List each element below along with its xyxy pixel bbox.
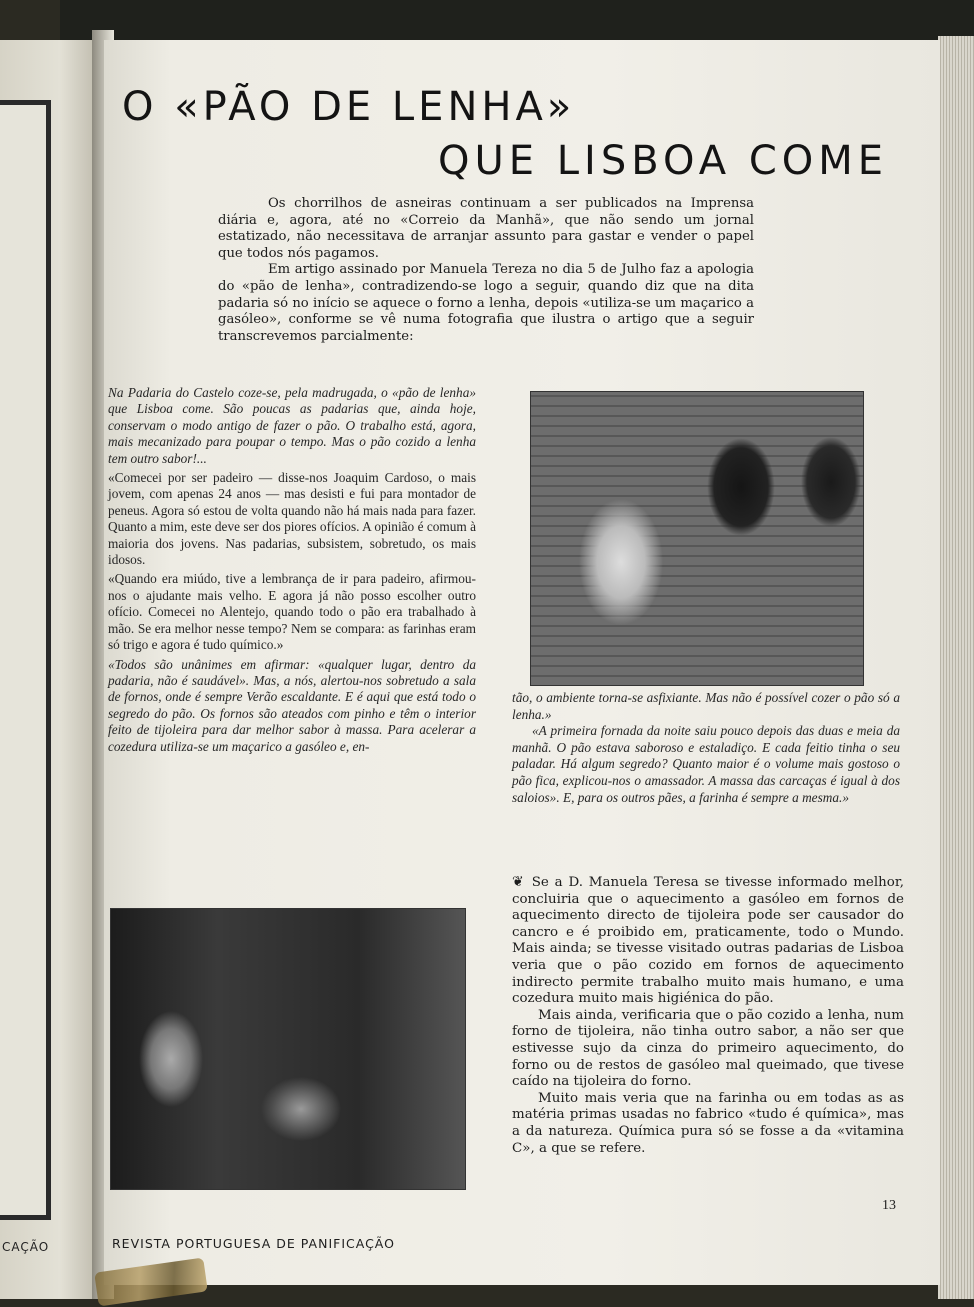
magazine-name-footer: REVISTA PORTUGUESA DE PANIFICAÇÃO	[112, 1236, 395, 1251]
rebuttal-paragraph: Mais ainda, verificaria que o pão cozido a lenha, num forno de tijoleira, não tinha outro sabor, a não ser que estivesse sujo da cinza do primeiro aquecimento, do forno ou de restos de gasóleo mal queimado, que tivese caído na tijoleira do forno.	[512, 1007, 904, 1090]
bakery-oven-photo	[530, 391, 864, 686]
rebuttal-paragraph: Muito mais veria que na farinha ou em todas as as matéria primas usadas no fabrico «tudo é química», mas a da natureza. Química pura só se fosse a da «vitamina C», a que se refere.	[512, 1090, 904, 1156]
quoted-paragraph: tão, o ambiente torna-se asfixiante. Mas não é possível cozer o pão só a lenha.»	[512, 690, 900, 722]
book-cover-top	[60, 0, 974, 42]
left-page-footer: CAÇÃO	[2, 1240, 50, 1254]
article-title-line-2: QUE LISBOA COME	[438, 138, 889, 184]
intro-paragraph: Os chorrilhos de asneiras continuam a ser publicados na Imprensa diária e, agora, até no «Correio da Manhã», que não sendo um jornal estatizado, não necessitava de arranjar assunto para gastar e vender o papel que todos nós pagamos.	[218, 196, 754, 261]
article-title-line-1: O «PÃO DE LENHA»	[122, 84, 576, 130]
intro-paragraph: Em artigo assinado por Manuela Tereza no dia 5 de Julho faz a apologia do «pão de lenha», contradizendo-se logo a seguir, quando diz que na dita padaria só no início se aquece o forno a lenha, depois «utiliza-se um maçarico a gasóleo», conforme se vê numa fotografia que ilustra o artigo que a seguir transcrevemos parcialmente:	[218, 262, 754, 344]
quoted-paragraph: Na Padaria do Castelo coze-se, pela madrugada, o «pão de lenha» que Lisboa come. São poucas as padarias que, ainda hoje, conservam o modo antigo de fazer o pão. O trabalho está, agora, mais mecanizado para poupar o tempo. Mas o pão cozido a lenha tem outro sabor!...	[108, 385, 476, 466]
quoted-column-right	[512, 690, 900, 806]
article-intro	[218, 196, 754, 345]
baker-with-burner-photo	[110, 908, 466, 1190]
fleuron-icon: ❦	[512, 874, 524, 890]
left-page-frame	[0, 100, 51, 1220]
quoted-paragraph: «Todos são unânimes em afirmar: «qualquer lugar, dentro da padaria, não é saudável». Mas, a nós, alertou-nos sobretudo a sala de fornos, onde é sempre Verão escaldante. E é aqui que está todo o segredo do pão. Os fornos são ateados com pinho e têm o interior feito de tijoleira para dar melhor sabor à massa. Para acelerar a cozedura utiliza-se um maçarico a gasóleo e, en-	[108, 656, 476, 754]
quoted-paragraph: «Quando era miúdo, tive a lembrança de ir para padeiro, afirmou-nos o ajudante mais velho. E agora já não posso escolher outro ofício. Comecei no Alentejo, quando todo o pão era trabalhado à mão. Se era melhor nesse tempo? Nem se compara: as farinhas eram só trigo e agora é tudo químico.»	[108, 571, 476, 653]
page-number: 13	[882, 1198, 896, 1213]
rebuttal-column	[512, 874, 904, 1157]
quoted-column-left	[108, 385, 476, 758]
quoted-paragraph: «Comecei por ser padeiro — disse-nos Joaquim Cardoso, o mais jovem, com apenas 24 anos — mas desisti e fui para montador de peneus. Agora só estou de volta quando não há mais nada para fazer. Quanto a mim, este deve ser dos piores ofícios. A opinião é comum à maioria dos jovens. Nas padarias, subsistem, sobretudo, os mais idosos.	[108, 470, 476, 568]
quoted-paragraph: «A primeira fornada da noite saiu pouco depois das duas e meia da manhã. O pão estava saboroso e estaladiço. E cada feitio tinha o seu paladar. Há algum segredo? Quanto maior é o volume mais gostoso o pão fica, explicou-nos o amassador. A massa das carcaças é igual à dos saloios». E, para os outros pães, a farinha é sempre a mesma.»	[512, 723, 900, 805]
page-edges	[938, 36, 974, 1299]
rebuttal-paragraph: ❦ Se a D. Manuela Teresa se tivesse informado melhor, concluiria que o aquecimento a gasóleo em fornos de aquecimento directo de tijoleira pode ser causador do cancro e é proibido em, praticamente, todo o Mundo. Mais ainda; se tivesse visitado outras padarias de Lisboa veria que o pão cozido em fornos de aquecimento indirecto permite trabalho muito mais humano, e uma cozedura muito mais higiénica do pão.	[512, 874, 904, 1007]
left-page	[0, 40, 100, 1299]
